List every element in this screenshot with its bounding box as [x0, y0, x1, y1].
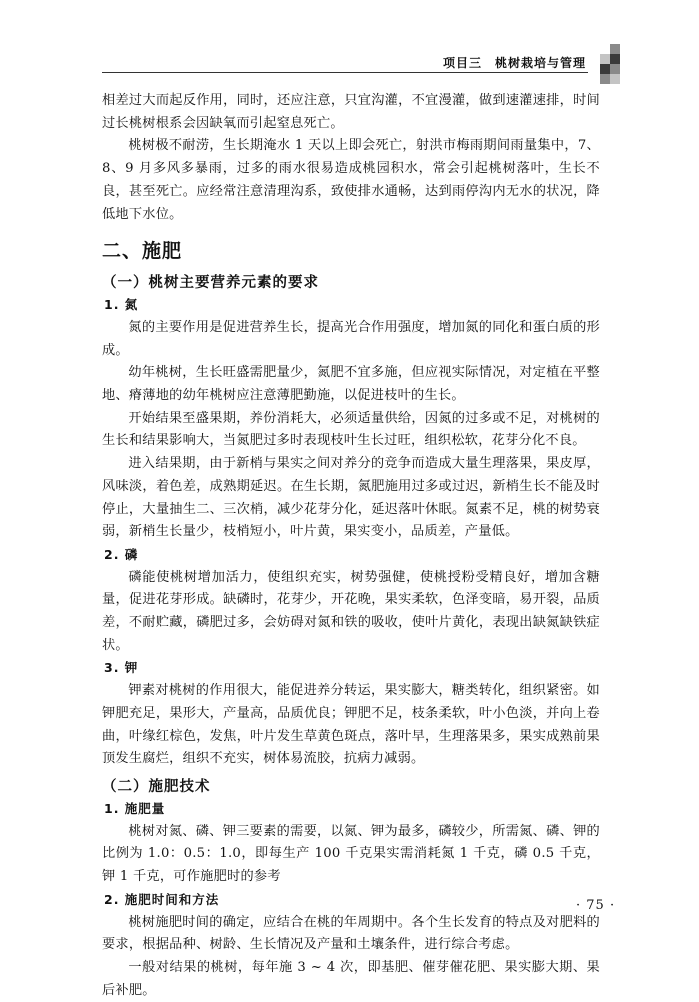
paragraph-potassium: 钾素对桃树的作用很大，能促进养分转运，果实膨大，糖类转化，组织紧密。如钾肥充足，果形大，产量高，品质优良；钾肥不足，枝条柔软，叶小色淡，并向上卷曲，叶缘红棕色，发焦，叶片发生草黄色斑点，落叶早，生理落果多，果实成熟前果顶发生腐烂，组织不充实，树体易流胶，抗病力减弱。 [102, 683, 600, 767]
paragraph-continued: 相差过大而起反作用，同时，还应注意，只宜沟灌，不宜漫灌，做到速灌速排，时间过长桃树根系会因缺氧而引起窒息死亡。 [102, 93, 600, 131]
paragraph-nitrogen-4: 进入结果期，由于新梢与果实之间对养分的竞争而造成大量生理落果，果皮厚，风味淡，着色差，成熟期延迟。在生长期，氮肥施用过多或过迟，新梢生长不能及时停止，大量抽生二、三次梢，减少花芽分化，延迟落叶休眠。氮素不足，桃的树势衰弱，新梢生长量少，枝梢短小，叶片黄，果实变小，品质差，产量低。 [102, 456, 600, 540]
paragraph-nitrogen-1: 氮的主要作用是促进营养生长，提高光合作用强度，增加氮的同化和蛋白质的形成。 [102, 319, 600, 358]
subsection-title-techniques: （二）施肥技术 [102, 778, 211, 795]
paragraph-timing-2: 一般对结果的桃树，每年施 3 ~ 4 次，即基肥、催芽催花肥、果实膨大期、果后补肥。 [102, 959, 600, 998]
paragraph-nitrogen-2: 幼年桃树，生长旺盛需肥量少，氮肥不宜多施，但应视实际情况，对定植在平整地、瘠薄地的幼年桃树应注意薄肥勤施，以促进枝叶的生长。 [102, 365, 600, 404]
header-rule [102, 72, 588, 73]
item-title-nitrogen: 1. 氮 [104, 297, 139, 313]
item-title-phosphorus: 2. 磷 [104, 546, 139, 562]
item-title-timing: 2. 施肥时间和方法 [104, 891, 220, 907]
page-content [102, 90, 600, 1002]
paragraph-timing-1: 桃树施肥时间的确定，应结合在桃的年周期中。各个生长发育的特点及对肥料的要求，根据品种、树龄、生长情况及产量和土壤条件，进行综合考虑。 [102, 914, 600, 953]
running-header-title: 项目三 桃树栽培与管理 [443, 56, 587, 70]
subsection-title-nutrients: （一）桃树主要营养元素的要求 [102, 275, 319, 292]
paragraph-phosphorus: 磷能使桃树增加活力，使组织充实，树势强健，使桃授粉受精良好，增加含糖量，促进花芽形成。缺磷时，花芽少，开花晚，果实柔软，色泽变暗，易开裂，品质差，不耐贮藏，磷肥过多，会妨碍对氮和铁的吸收，使叶片黄化，表现出缺氮缺铁症状。 [102, 569, 600, 653]
paragraph-amount: 桃树对氮、磷、钾三要素的需要，以氮、钾为最多，磷较少，所需氮、磷、钾的比例为 1.0：0.5：1.0，即每生产 100 千克果实需消耗氮 1 千克，磷 0.5 千克，钾 1 千克，可作施肥时的参考 [102, 823, 600, 885]
paragraph-nitrogen-3: 开始结果至盛果期，养份消耗大，必须适量供给，因氮的过多或不足，对桃树的生长和结果影响大，当氮肥过多时表现枝叶生长过旺，组织松软，花芽分化不良。 [102, 410, 600, 449]
section-title-fertilization: 二、施肥 [102, 240, 183, 263]
item-title-potassium: 3. 钾 [104, 660, 139, 676]
item-title-amount: 1. 施肥量 [104, 800, 166, 816]
page-number: · 75 · [576, 898, 616, 913]
paragraph-waterlogging: 桃树极不耐涝，生长期淹水 1 天以上即会死亡，射洪市梅雨期间雨量集中，7、8、9 月多风多暴雨，过多的雨水很易造成桃园积水，常会引起桃树落叶，生长不良，甚至死亡。应经常注意清理沟系，致使排水通畅，达到雨停沟内无水的状况，降低地下水位。 [102, 138, 600, 222]
